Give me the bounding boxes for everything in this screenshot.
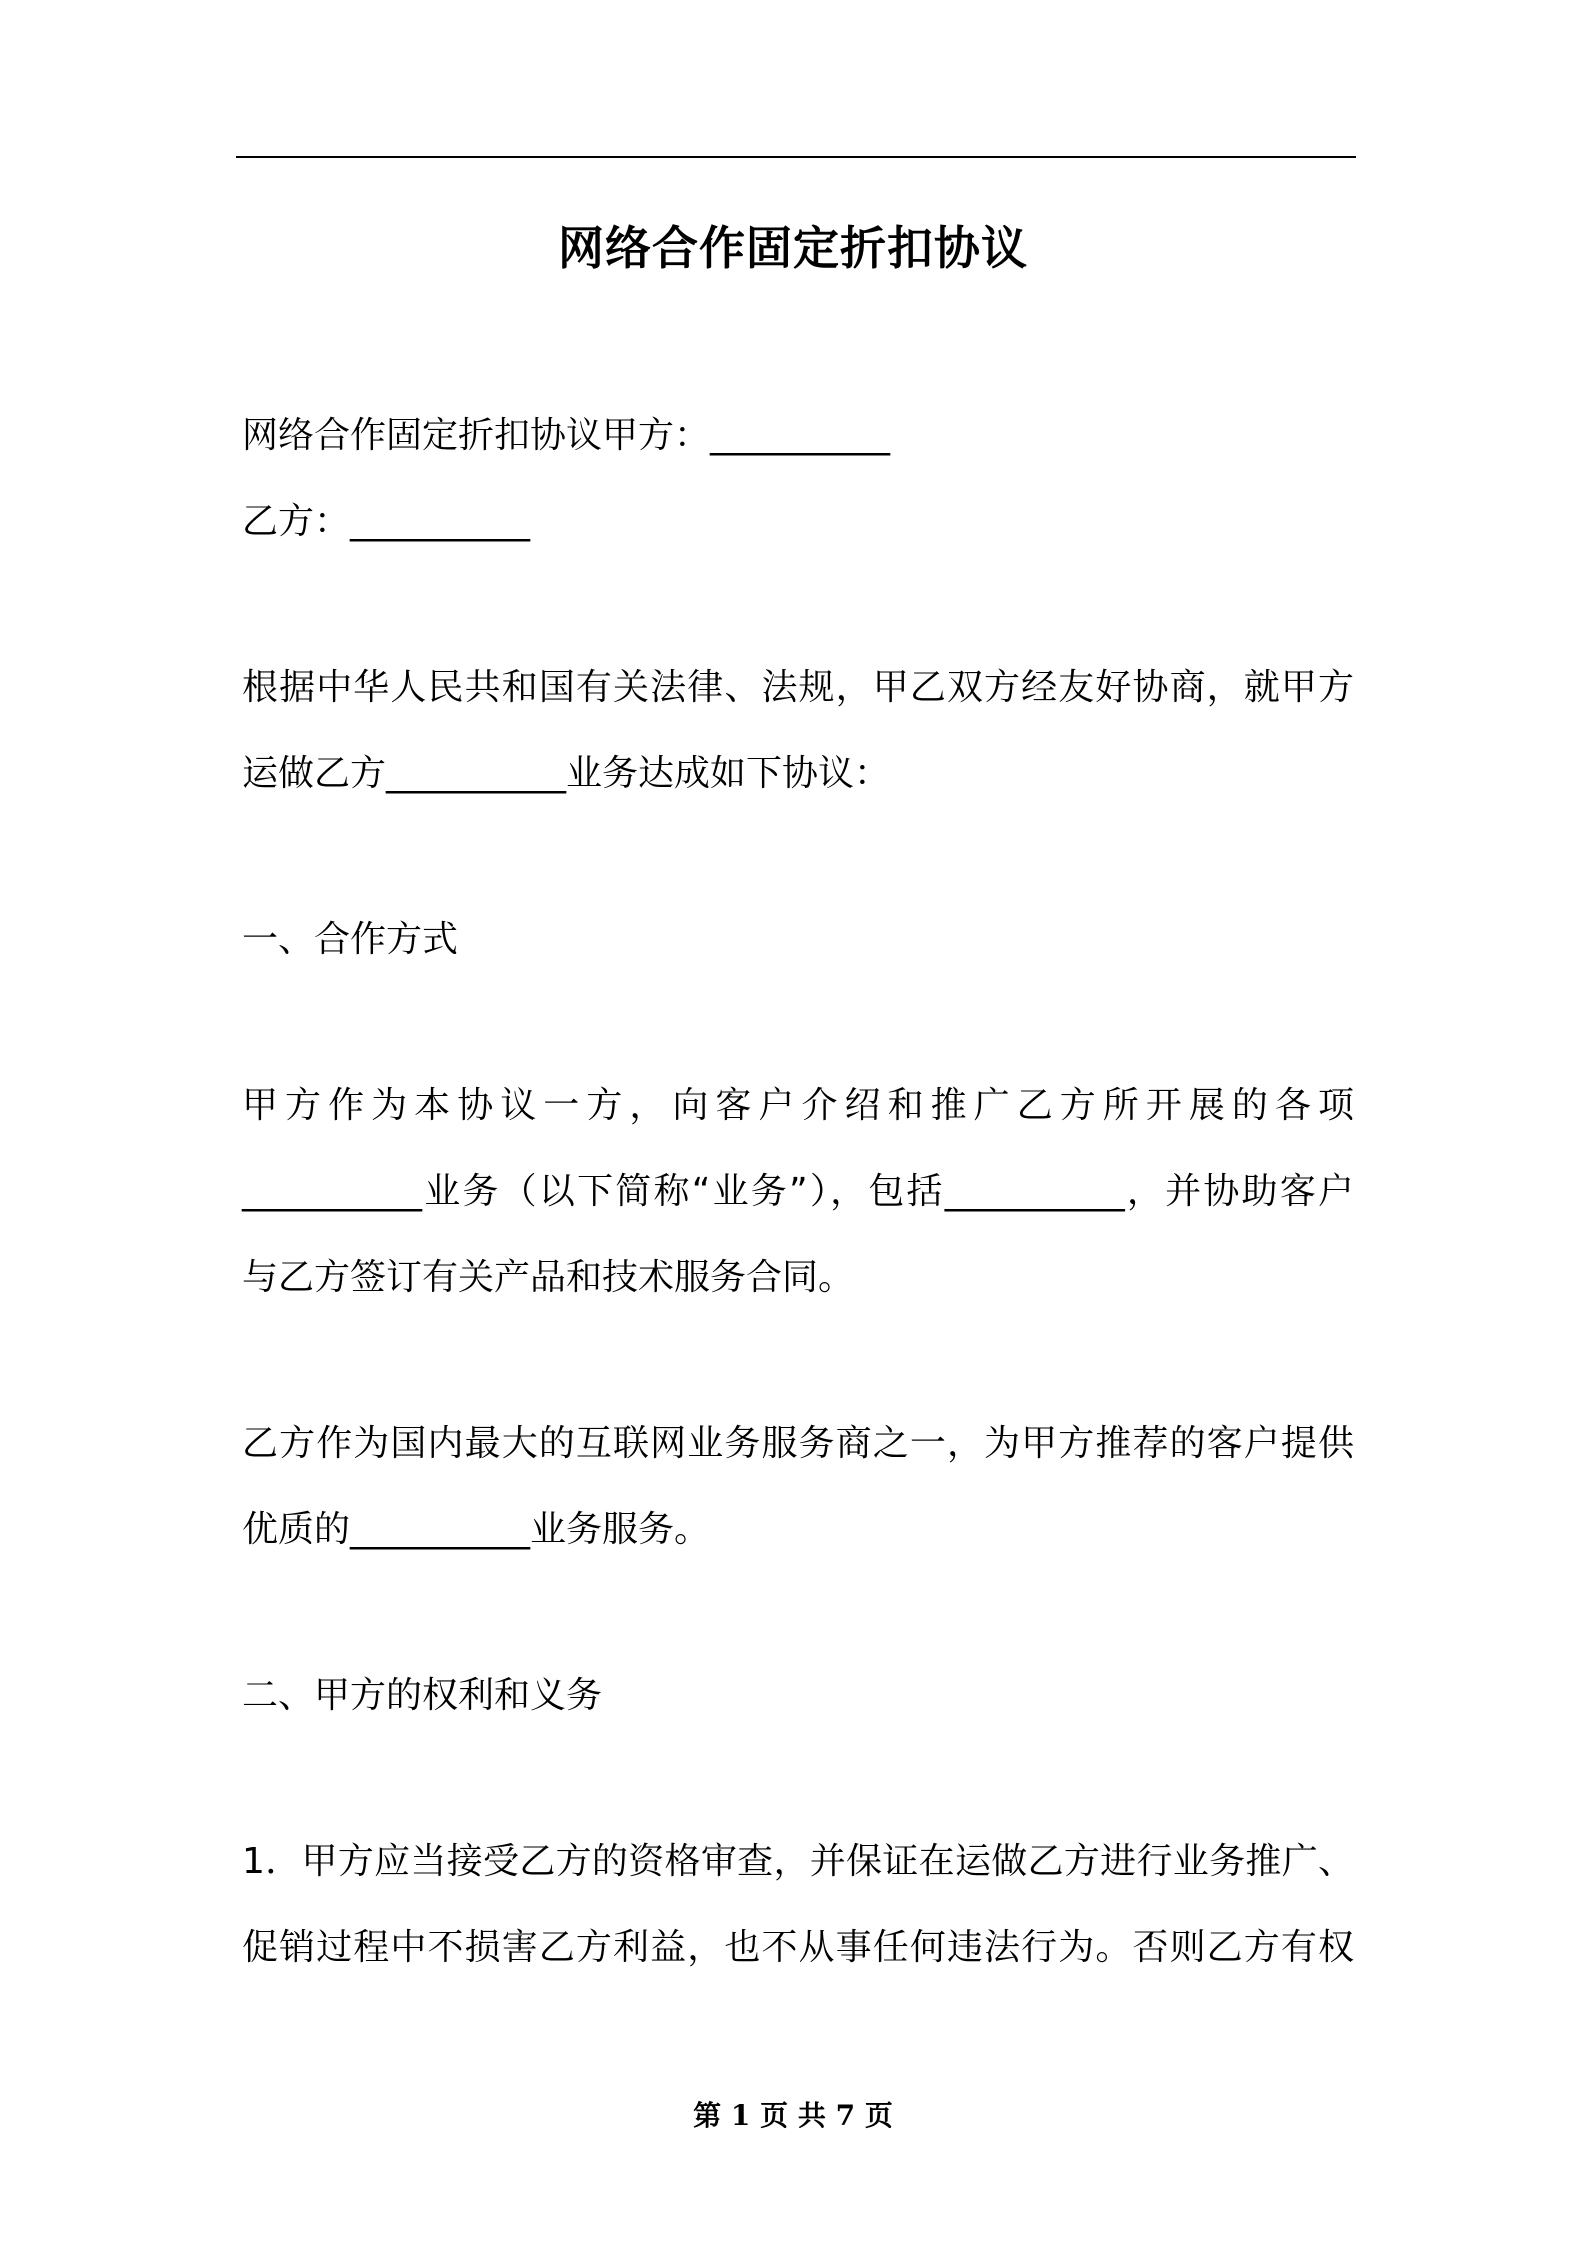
document-title: 网络合作固定折扣协议 <box>558 221 1028 275</box>
section1-para1-line-2: __________业务（以下简称“业务”），包括__________，并协助客户 <box>242 1171 1354 1212</box>
page-number: 第 1 页 共 7 页 <box>693 2099 893 2132</box>
section2-item1-line-2: 促销过程中不损害乙方利益，也不从事任何违法行为。否则乙方有权 <box>242 1927 1354 1968</box>
section1-para1-line-3: 与乙方签订有关产品和技术服务合同。 <box>242 1257 855 1298</box>
section1-para1-line-1: 甲方作为本协议一方，向客户介绍和推广乙方所开展的各项 <box>242 1085 1354 1126</box>
intro-line-1: 根据中华人民共和国有关法律、法规，甲乙双方经友好协商，就甲方 <box>242 667 1354 708</box>
header-rule <box>236 156 1356 158</box>
section-heading-party-a-rights: 二、甲方的权利和义务 <box>242 1675 603 1716</box>
party-a-line: 网络合作固定折扣协议甲方：__________ <box>242 415 891 456</box>
section2-item1-line-1: 1．甲方应当接受乙方的资格审查，并保证在运做乙方进行业务推广、 <box>242 1841 1354 1882</box>
intro-line-2: 运做乙方__________业务达成如下协议： <box>242 753 891 794</box>
section-heading-cooperation: 一、合作方式 <box>242 919 459 960</box>
section1-para2-line-2: 优质的__________业务服务。 <box>242 1509 711 1550</box>
section1-para2-line-1: 乙方作为国内最大的互联网业务服务商之一，为甲方推荐的客户提供 <box>242 1423 1354 1464</box>
party-b-line: 乙方：__________ <box>242 501 531 542</box>
